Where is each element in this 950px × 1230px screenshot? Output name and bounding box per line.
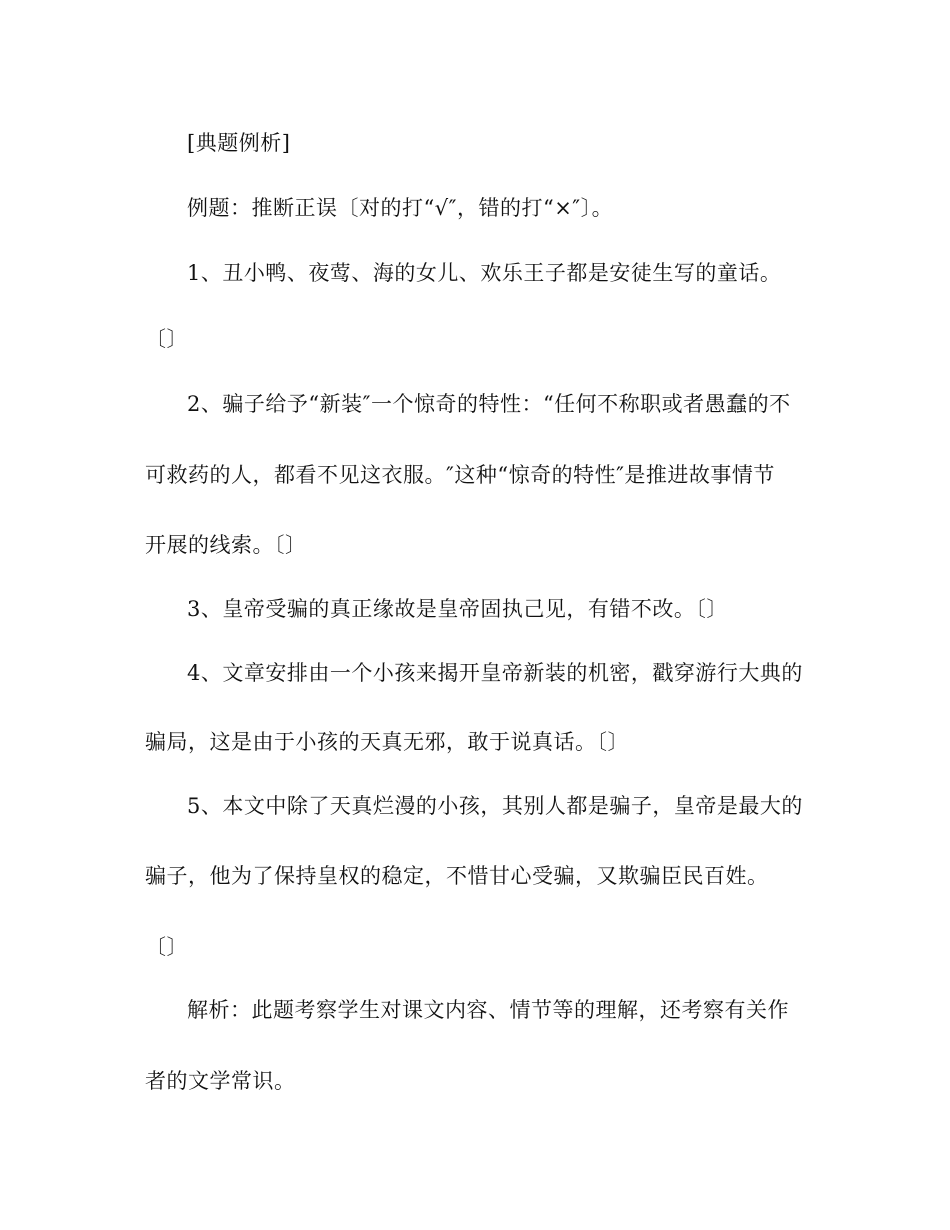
section-heading: [典题例析]	[187, 131, 291, 155]
question-2-line-1: 2、骗子给予“新装″一个惊奇的特性：“任何不称职或者愚蠢的不	[187, 392, 791, 416]
question-3: 3、皇帝受骗的真正缘故是皇帝固执己见，有错不改。〔〕	[187, 597, 728, 621]
analysis-line-1: 解析：此题考察学生对课文内容、情节等的理解，还考察有关作	[187, 998, 789, 1022]
question-5-bracket: 〔〕	[145, 935, 188, 959]
question-5-line-1: 5、本文中除了天真烂漫的小孩，其别人都是骗子，皇帝是最大的	[187, 794, 803, 818]
question-4-line-1: 4、文章安排由一个小孩来揭开皇帝新装的机密，戳穿游行大典的	[187, 661, 803, 685]
analysis-line-2: 者的文学常识。	[145, 1069, 296, 1093]
question-2-line-2: 可救药的人，都看不见这衣服。″这种“惊奇的特性″是推进故事情节	[145, 463, 775, 487]
example-prompt: 例题：推断正误〔对的打“√″，错的打“×″〕。	[187, 196, 614, 220]
question-1-line-1: 1、丑小鸭、夜莺、海的女儿、欢乐王子都是安徒生写的童话。	[187, 261, 782, 285]
question-2-line-3: 开展的线索。〔〕	[145, 533, 307, 557]
question-1-bracket: 〔〕	[145, 327, 188, 351]
question-5-line-2: 骗子，他为了保持皇权的稳定，不惜甘心受骗，又欺骗臣民百姓。	[145, 864, 769, 888]
question-4-line-2: 骗局，这是由于小孩的天真无邪，敢于说真话。〔〕	[145, 730, 629, 754]
